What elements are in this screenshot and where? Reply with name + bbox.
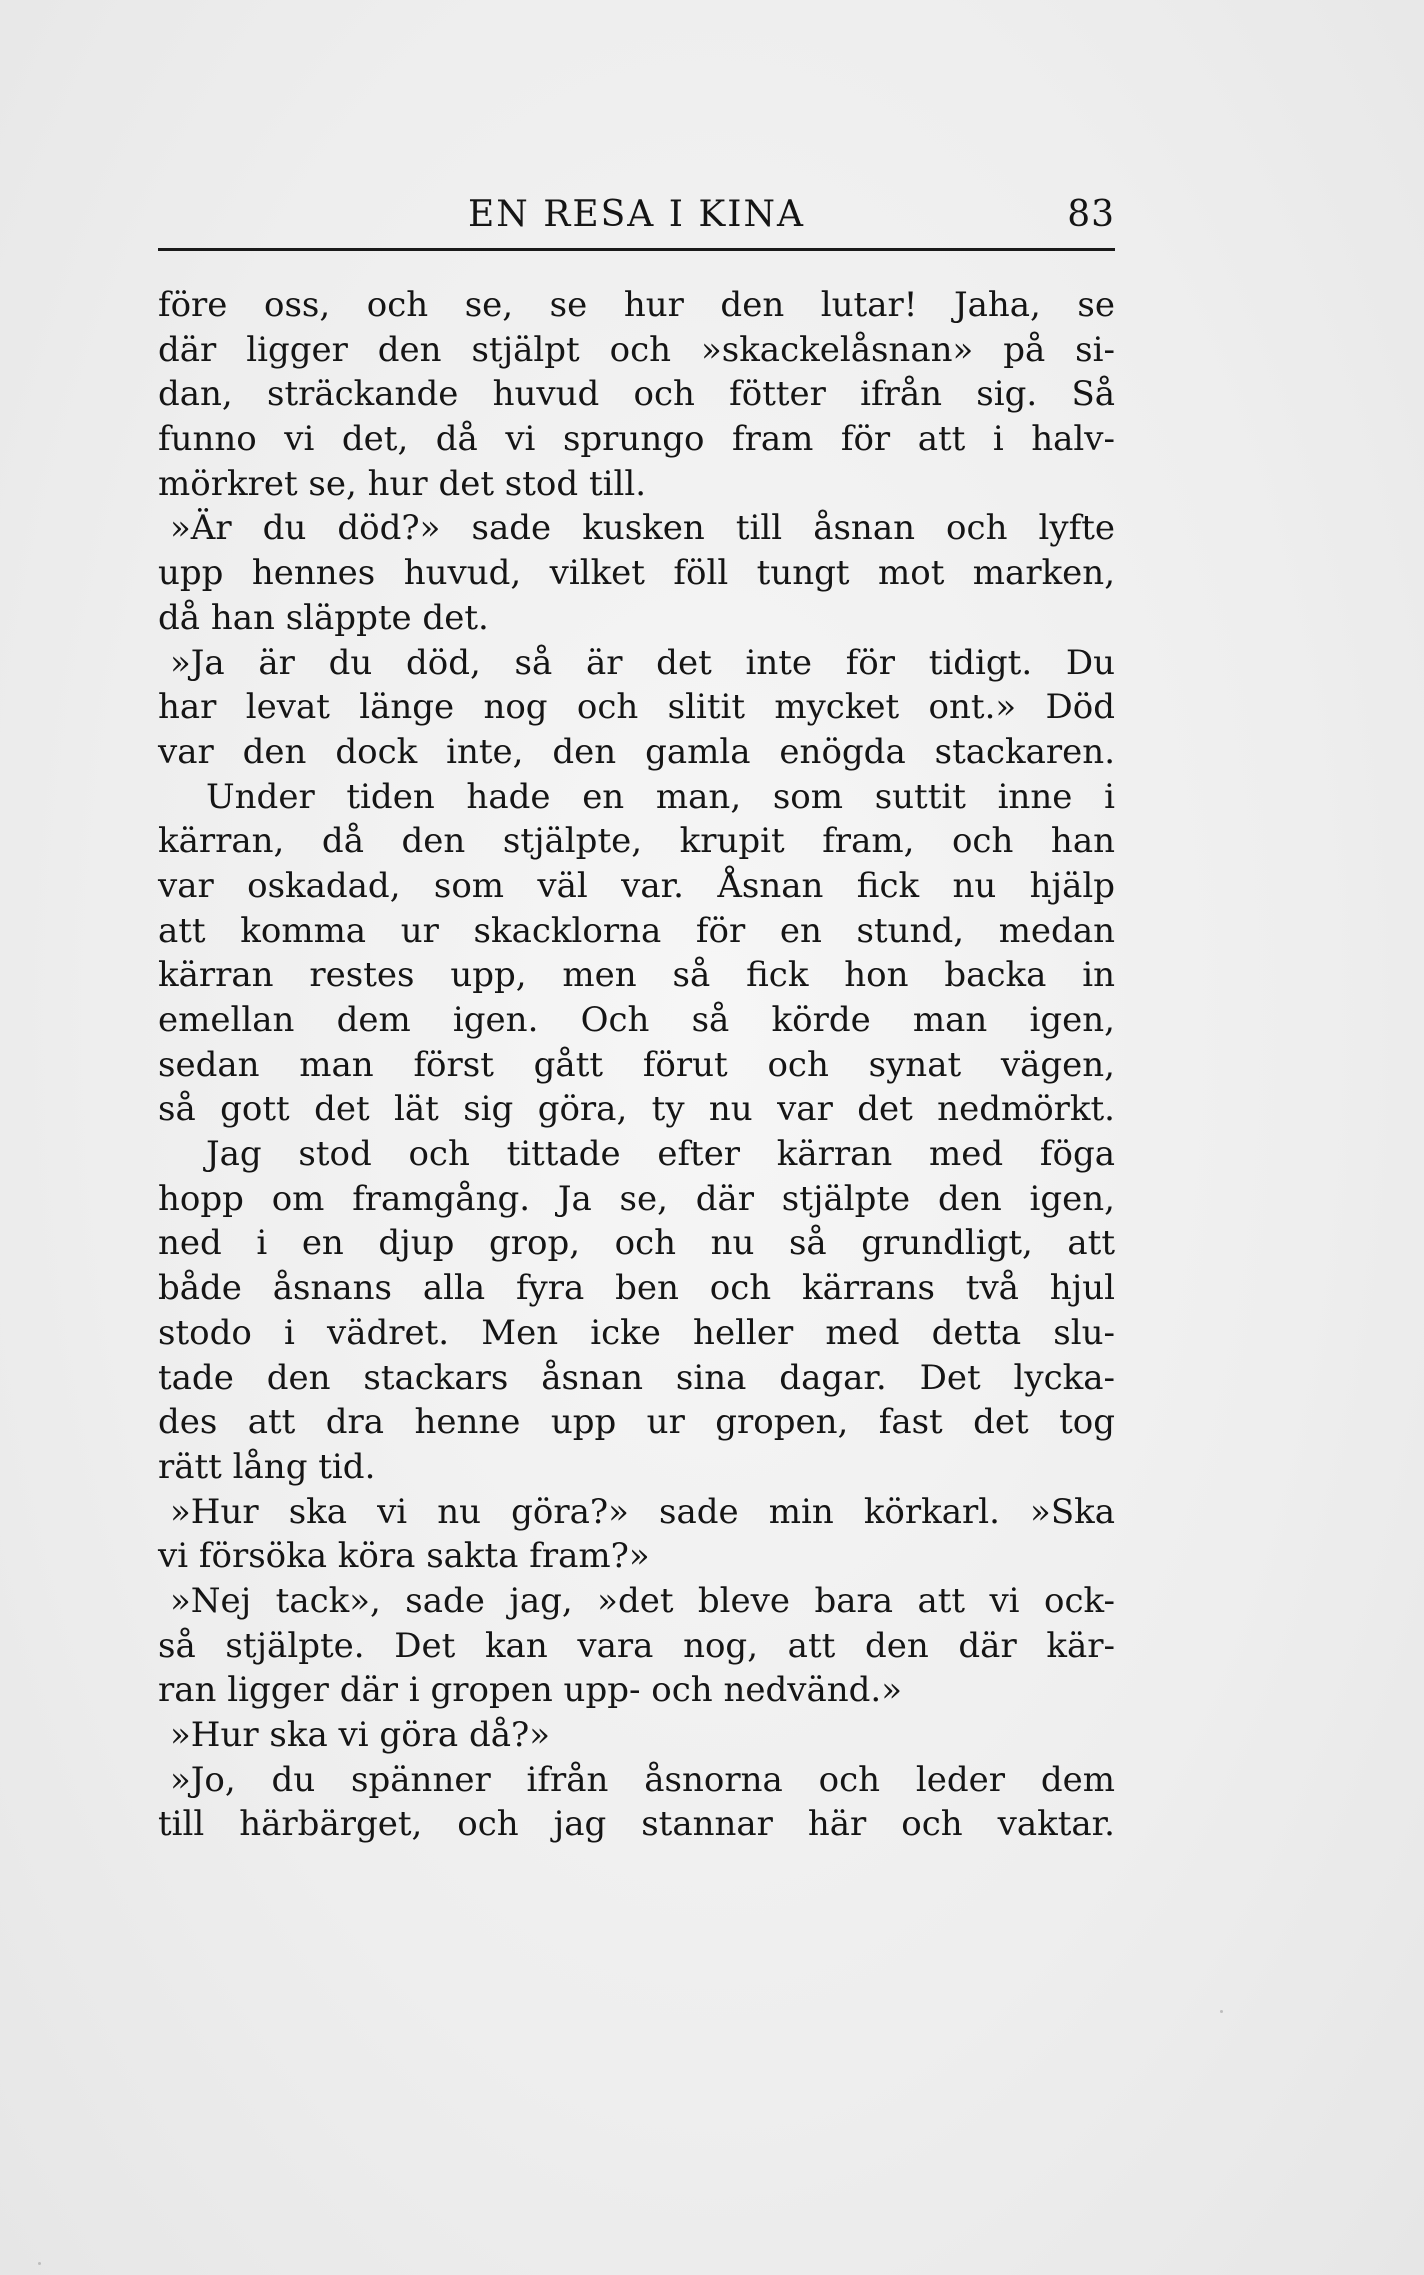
running-title: EN RESA I KINA xyxy=(468,194,805,235)
text-line: sedan man först gått förut och synat vägen, xyxy=(158,1044,1115,1085)
text-line: tade den stackars åsnan sina dagar. Det lycka- xyxy=(158,1357,1115,1398)
text-line: dan, sträckande huvud och fötter ifrån sig. Så xyxy=(158,374,1115,415)
text-line: »Hur ska vi göra då?» xyxy=(170,1715,551,1755)
text-line: att komma ur skacklorna för en stund, medan xyxy=(158,910,1115,951)
text-line: där ligger den stjälpt och »skackelåsnan» på si- xyxy=(158,329,1115,370)
text-line: »Nej tack», sade jag, »det bleve bara att vi ock- xyxy=(170,1580,1115,1621)
text-line: stodo i vädret. Men icke heller med detta slu- xyxy=(158,1312,1115,1353)
text-line: både åsnans alla fyra ben och kärrans två hjul xyxy=(158,1268,1115,1309)
text-line: före oss, och se, se hur den lutar! Jaha, se xyxy=(158,285,1115,325)
page-header xyxy=(158,188,1115,244)
text-line: har levat länge nog och slitit mycket ont.» Död xyxy=(158,687,1115,728)
text-line: var den dock inte, den gamla enögda stackaren. xyxy=(158,731,1115,772)
text-line: upp hennes huvud, vilket föll tungt mot marken, xyxy=(158,553,1115,594)
body-text xyxy=(158,283,1115,1847)
text-line: var oskadad, som väl var. Åsnan fick nu hjälp xyxy=(158,865,1115,906)
text-line: Jag stod och tittade efter kärran med föga xyxy=(206,1134,1115,1175)
text-line: då han släppte det. xyxy=(158,597,489,638)
text-line: rätt lång tid. xyxy=(158,1446,376,1487)
text-line: så gott det lät sig göra, ty nu var det nedmörkt. xyxy=(158,1089,1115,1130)
text-line: des att dra henne upp ur gropen, fast det tog xyxy=(158,1402,1115,1443)
text-line: kärran restes upp, men så fick hon backa in xyxy=(158,955,1115,996)
paper-speck xyxy=(38,2262,41,2265)
text-line: vi försöka köra sakta fram?» xyxy=(158,1536,650,1577)
text-line: mörkret se, hur det stod till. xyxy=(158,463,647,504)
text-line: ran ligger där i gropen upp- och nedvänd.» xyxy=(158,1670,903,1711)
page-number: 83 xyxy=(1067,194,1115,235)
text-line: »Jo, du spänner ifrån åsnorna och leder dem xyxy=(170,1759,1115,1800)
text-line: Under tiden hade en man, som suttit inne i xyxy=(206,776,1115,817)
text-line: funno vi det, då vi sprungo fram för att i halv- xyxy=(158,419,1115,460)
text-line: »Ja är du död, så är det inte för tidigt. Du xyxy=(170,642,1115,683)
text-line: till härbärget, och jag stannar här och vaktar. xyxy=(158,1804,1115,1845)
text-line: hopp om framgång. Ja se, där stjälpte den igen, xyxy=(158,1178,1115,1219)
paper-speck xyxy=(1220,2010,1223,2013)
text-line: kärran, då den stjälpte, krupit fram, och han xyxy=(158,821,1115,862)
text-line: så stjälpte. Det kan vara nog, att den där kär- xyxy=(158,1625,1115,1666)
text-line: ned i en djup grop, och nu så grundligt, att xyxy=(158,1223,1115,1264)
text-line: »Är du död?» sade kusken till åsnan och lyfte xyxy=(170,508,1115,549)
text-line: »Hur ska vi nu göra?» sade min körkarl. »Ska xyxy=(170,1491,1115,1532)
text-line: emellan dem igen. Och så körde man igen, xyxy=(158,1000,1115,1040)
header-rule xyxy=(158,248,1115,251)
